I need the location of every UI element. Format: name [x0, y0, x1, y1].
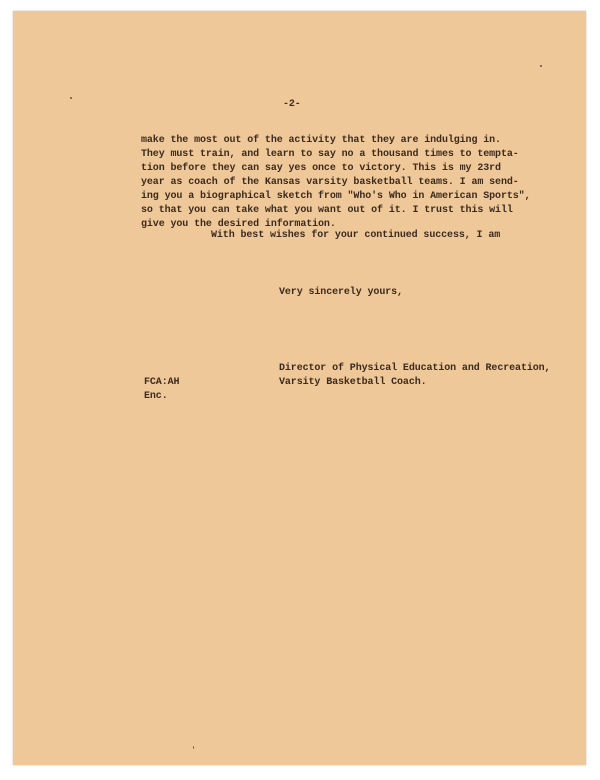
paper-speck: [193, 746, 194, 749]
signature-title-line: Director of Physical Education and Recreation,: [279, 363, 551, 374]
letter-page: [13, 11, 586, 765]
signature-title-line: Varsity Basketball Coach.: [279, 377, 427, 388]
body-line: year as coach of the Kansas varsity basketball teams. I am send-: [141, 177, 519, 188]
body-line: so that you can take what you want out of it. I trust this will: [141, 205, 513, 216]
complimentary-closing: Very sincerely yours,: [279, 287, 403, 298]
body-line: tion before they can say yes once to victory. This is my 23rd: [141, 163, 501, 174]
paper-speck: [70, 97, 72, 99]
reference-initials: FCA:AH: [144, 377, 180, 388]
paper-speck: [540, 65, 542, 67]
enclosure-notation: Enc.: [144, 391, 168, 402]
body-line: They must train, and learn to say no a thousand times to tempta-: [141, 149, 519, 160]
wishes-line: With best wishes for your continued success, I am: [211, 230, 501, 241]
page-number: -2-: [283, 99, 301, 110]
body-line: make the most out of the activity that they are indulging in.: [141, 135, 501, 146]
body-line: ing you a biographical sketch from "Who's Who in American Sports",: [141, 191, 531, 202]
body-line: give you the desired information.: [141, 219, 336, 230]
